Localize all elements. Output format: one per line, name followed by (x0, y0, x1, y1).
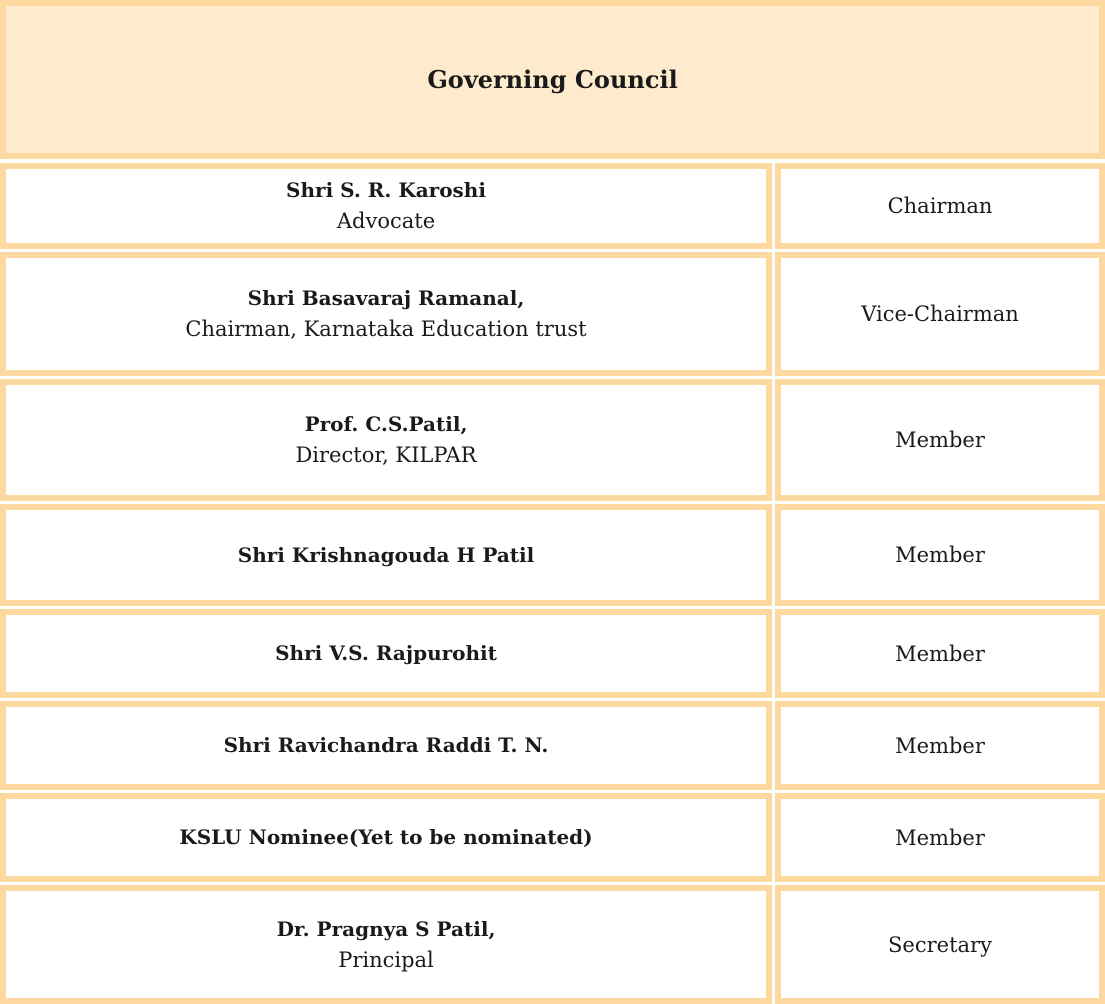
member-role: Member (895, 428, 985, 452)
member-description: Principal (338, 947, 434, 972)
table-row-role-cell (775, 609, 1105, 698)
member-role: Chairman (887, 194, 993, 218)
member-role: Secretary (888, 932, 992, 957)
member-name: Shri Basavaraj Ramanal, (247, 286, 525, 310)
member-role: Member (895, 733, 985, 758)
table-row-role-cell (775, 163, 1105, 249)
member-name: Prof. C.S.Patil, (304, 412, 468, 436)
member-name: Shri V.S. Rajpurohit (275, 641, 497, 665)
table-row-name-cell (0, 379, 772, 501)
member-role: Member (895, 641, 985, 666)
member-name: Shri Krishnagouda H Patil (237, 542, 535, 567)
table-row-role-cell (775, 701, 1105, 790)
table-row-name-cell (0, 504, 772, 606)
table-row-name-cell (0, 609, 772, 698)
table-header (0, 0, 1105, 159)
table-row-name-cell (0, 701, 772, 790)
table-row-name-cell (0, 252, 772, 376)
member-role: Member (895, 543, 985, 567)
table-row-role-cell (775, 885, 1105, 1004)
table-row-role-cell (775, 379, 1105, 501)
member-name: Shri S. R. Karoshi (286, 178, 486, 202)
member-name: KSLU Nominee(Yet to be nominated) (179, 825, 593, 849)
table-row-role-cell (775, 504, 1105, 606)
table-row-name-cell (0, 885, 772, 1004)
member-role: Member (895, 825, 985, 850)
member-role: Vice-Chairman (861, 302, 1019, 326)
table-row-role-cell (775, 793, 1105, 882)
member-description: Chairman, Karnataka Education trust (185, 317, 587, 341)
member-name: Shri Ravichandra Raddi T. N. (223, 733, 549, 757)
member-name: Dr. Pragnya S Patil, (276, 916, 496, 941)
table-row-role-cell (775, 252, 1105, 376)
page-title: Governing Council (427, 65, 678, 94)
table-row-name-cell (0, 163, 772, 249)
member-description: Advocate (336, 209, 436, 233)
member-description: Director, KILPAR (295, 443, 477, 467)
table-row-name-cell (0, 793, 772, 882)
